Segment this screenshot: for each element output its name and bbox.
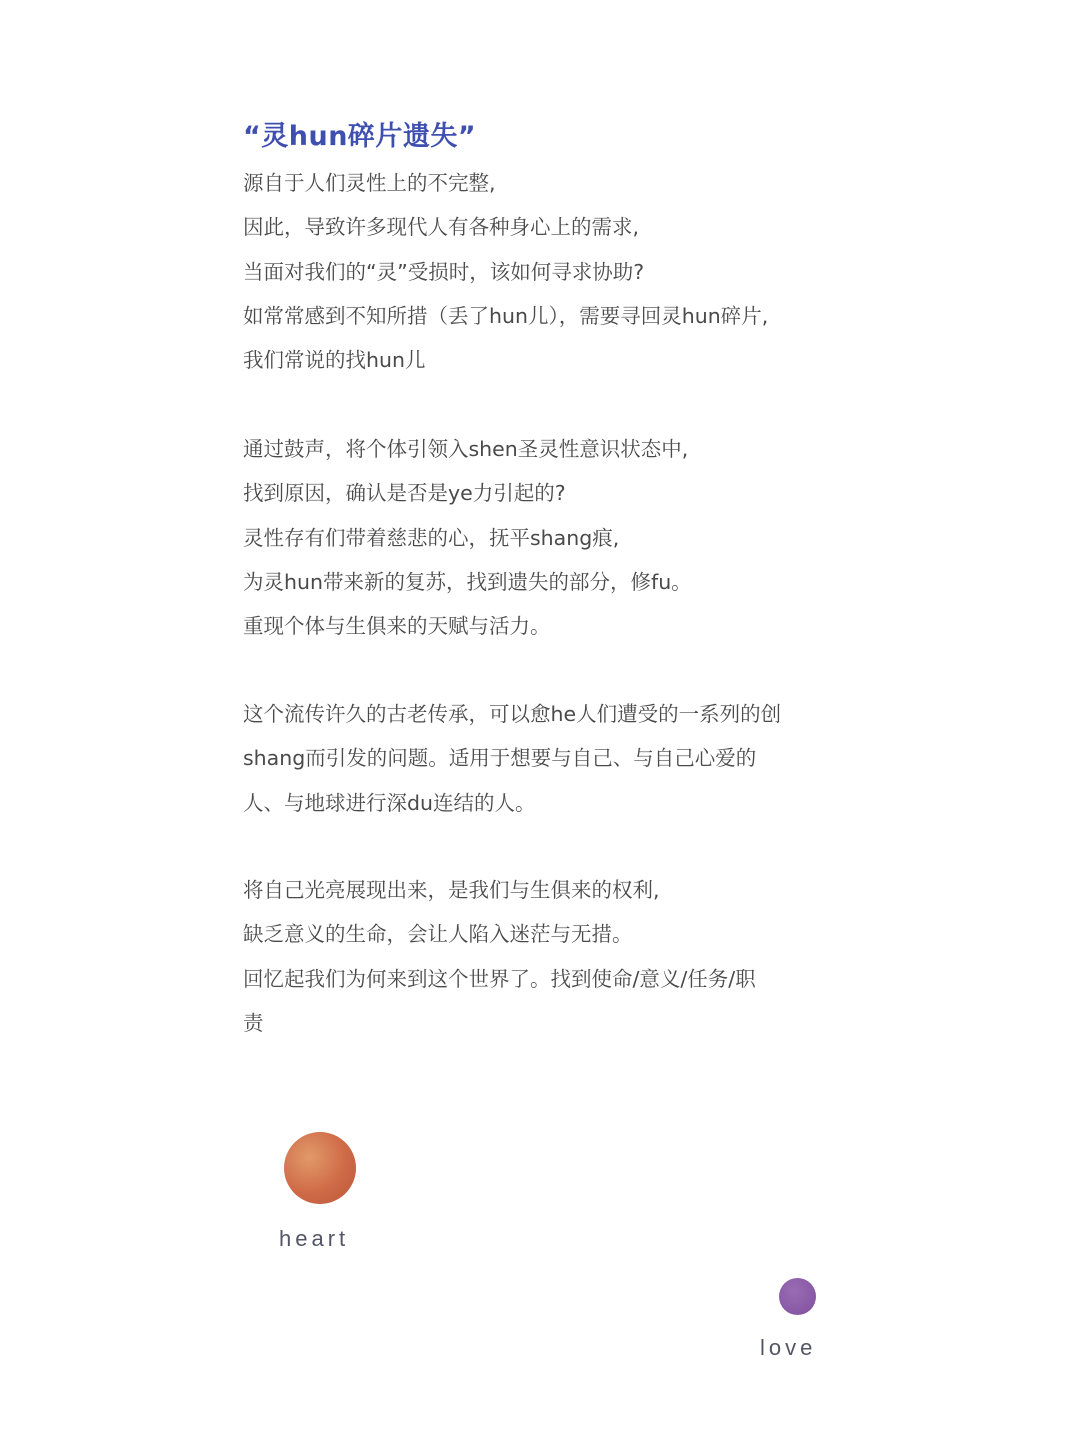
text-line: 为灵hun带来新的复苏，找到遗失的部分，修fu。 [243,569,692,594]
text-line: 重现个体与生俱来的天赋与活力。 [243,614,551,639]
paragraph-4 [243,868,863,1045]
text-line: 因此，导致许多现代人有各种身心上的需求, [243,215,640,240]
heart-circle-icon [284,1132,356,1204]
page-title: “灵hun碎片遗失” [243,121,477,152]
text-line: 这个流传许久的古老传承，可以愈he人们遭受的一系列的创 [243,702,782,726]
text-line: shang而引发的问题。适用于想要与自己、与自己心爱的 [243,746,757,771]
text-line: 源自于人们灵性上的不完整, [243,171,496,195]
heart-label: heart [279,1226,350,1251]
text-line: 责 [243,1010,264,1035]
text-line: 找到原因，确认是否是ye力引起的? [243,481,566,506]
love-label: love [760,1335,817,1360]
text-line: 回忆起我们为何来到这个世界了。找到使命/意义/任务/职 [243,966,756,991]
text-line: 缺乏意义的生命，会让人陷入迷茫与无措。 [243,922,633,947]
love-circle-icon [779,1278,816,1315]
paragraph-1 [243,161,863,382]
text-line: 人、与地球进行深du连结的人。 [243,790,536,815]
text-line: 当面对我们的“灵”受损时，该如何寻求协助? [243,259,645,284]
paragraph-3 [243,692,863,825]
text-line: 将自己光亮展现出来，是我们与生俱来的权利, [243,878,660,902]
text-line: 如常常感到不知所措（丢了hun儿），需要寻回灵hun碎片, [243,303,769,328]
text-line: 我们常说的找hun儿 [243,348,426,373]
paragraph-2 [243,427,863,648]
text-line: 通过鼓声，将个体引领入shen圣灵性意识状态中, [243,437,689,461]
text-line: 灵性存有们带着慈悲的心，抚平shang痕, [243,525,620,550]
